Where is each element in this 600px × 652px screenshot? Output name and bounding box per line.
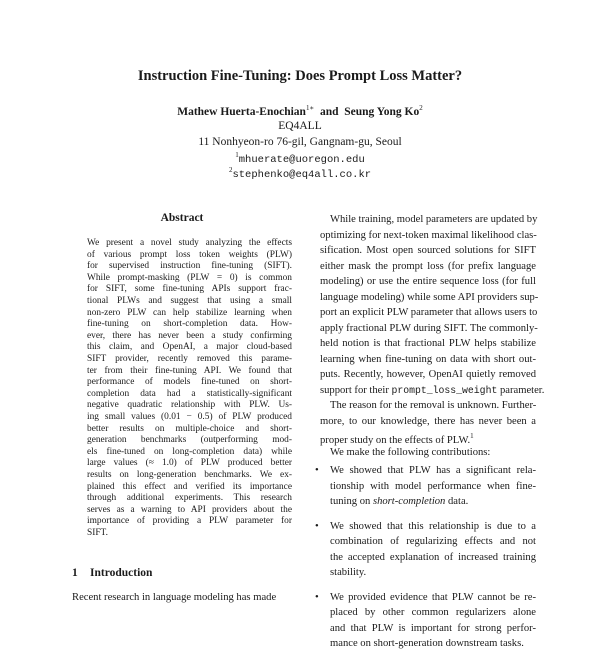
abstract-line: large values (≈ 1.0) of PLW produced better: [87, 458, 292, 469]
abstract-line: tional PLWs and suggest that using a small: [87, 296, 292, 306]
abstract-line: results on long-generation benchmarks. We ex-: [87, 470, 292, 480]
email-marker: 2: [228, 166, 233, 174]
abstract-line: for SIFT, some fine-tuning APIs support frac-: [87, 284, 292, 295]
abstract-line: generation benchmarks (outperforming mod-: [87, 435, 292, 446]
code-identifier: prompt_loss_weight: [391, 384, 498, 396]
paragraph-line: [320, 383, 545, 399]
section-number: 1: [72, 567, 78, 579]
abstract-line: for supervised instruction fine-tuning (SIFT).: [87, 261, 292, 272]
abstract-line: We present a novel study analyzing the effects: [87, 238, 292, 248]
abstract-line: SIFT.: [87, 528, 108, 538]
abstract-line: els fine-tuned on long-completion data) while: [87, 446, 292, 457]
abstract-line: of various prompt loss token weights (PLW): [87, 249, 292, 260]
address: 11 Nonhyeon-ro 76-gil, Gangnam-gu, Seoul: [198, 136, 402, 148]
section-title: Introduction: [90, 567, 153, 579]
paragraph-line: While training, model parameters are updated by: [330, 214, 538, 225]
paragraph-line: more, to our knowledge, there has never been a: [320, 415, 536, 427]
author-name: Mathew Huerta-Enochian: [177, 106, 306, 118]
text-run: support for their: [320, 384, 392, 396]
author-line: [0, 104, 600, 118]
paragraph-line: held notion is that fractional PLW helps stabilize: [320, 338, 536, 349]
bullet-marker: •: [315, 591, 319, 603]
abstract-line: ter from their fine-tuning API. We found that: [87, 365, 292, 376]
bullet-line: mance on short-generation downstream tasks.: [330, 638, 524, 649]
intro-first-line: Recent research in language modeling has made: [72, 592, 277, 603]
abstract-line: serves as a warning to API providers about the: [87, 504, 292, 515]
paragraph-line: We make the following contributions:: [330, 446, 491, 458]
text-run: tuning on: [330, 496, 373, 507]
abstract-line: completion data had a statistically-significant: [87, 388, 292, 399]
abstract-line: ing small values (0.01 − 0.5) of PLW produced: [87, 412, 292, 422]
paragraph-line: modeling) or use the entire sequence loss (for full: [320, 276, 536, 287]
paragraph-line: learning when fine-tuning on data with short out-: [320, 353, 536, 365]
section-heading: [72, 567, 152, 579]
email-address[interactable]: mhuerate@uoregon.edu: [238, 154, 365, 166]
organization: EQ4ALL: [278, 120, 322, 132]
bullet-line: tionship with model performance when fine-: [330, 480, 536, 492]
bullet-line: We showed that this relationship is due to a: [330, 520, 536, 532]
abstract-line: importance of providing a PLW parameter for: [87, 516, 292, 527]
abstract-line: negative quadratic relationship with PLW. Us-: [87, 400, 292, 411]
abstract-heading: Abstract: [160, 212, 204, 224]
text-run: data.: [445, 496, 469, 507]
abstract-line: performance of models fine-tuned on short-: [87, 377, 292, 388]
paragraph-line: either mask the prompt loss (for prefix language: [320, 260, 536, 272]
text-run: parameter.: [497, 384, 545, 396]
abstract-line: While prompt-masking (PLW = 0) is common: [87, 272, 292, 283]
paragraph-line: apply fractional PLW during SIFT. The commonly-: [320, 322, 538, 334]
email-address[interactable]: stephenko@eq4all.co.kr: [232, 169, 372, 181]
email-line: [0, 166, 600, 181]
paragraph-line: optimizing for next-token maximal likelihood clas-: [320, 229, 537, 241]
bullet-line: We provided evidence that PLW cannot be re-: [330, 591, 536, 603]
abstract-line: this claim, and OpenAI, a major cloud-based: [87, 342, 292, 353]
bullet-marker: •: [315, 465, 319, 476]
bullet-line: and that PLW is important for strong perfor-: [330, 622, 536, 634]
paragraph-line: sification. Most open sourced solutions for SIFT: [320, 245, 536, 256]
bullet-line: the accepted explanation of increased training: [330, 551, 536, 563]
author-conjunction: and: [319, 106, 339, 118]
text-run: proper study on the effects of PLW.: [320, 435, 471, 446]
bullet-line: placed by other common regularizers alone: [330, 607, 536, 618]
paragraph-line: language modeling) while some API providers sup-: [320, 291, 539, 303]
bullet-line: [330, 494, 536, 510]
email-line: [0, 151, 600, 166]
bullet-marker: •: [315, 520, 319, 532]
author-affil-marker: 1∗: [305, 104, 315, 112]
abstract-line: SIFT provider, recently removed this parame-: [87, 354, 292, 364]
paper-title: Instruction Fine-Tuning: Does Prompt Loss Matter?: [137, 68, 463, 84]
abstract-line: ever, there has never been a study confirming: [87, 330, 292, 341]
bullet-line: stability.: [330, 567, 367, 578]
email-marker: 1: [235, 151, 239, 159]
abstract-line: fine-tuning on short-completion data. How-: [87, 319, 292, 330]
footnote-marker: 1: [470, 432, 474, 440]
paragraph-line: puts. Recently, however, OpenAI quietly removed: [320, 369, 536, 380]
bullet-line: combination of regularizing effects and not: [330, 536, 536, 547]
abstract-line: better results on multiple-choice and short-: [87, 423, 292, 434]
abstract-line: plained this effect and verified its importance: [87, 481, 292, 492]
emphasis-text: short-completion: [372, 496, 446, 507]
abstract-line: non-zero PLW can help stabilize learning when: [87, 307, 292, 318]
author-affil-marker: 2: [419, 104, 423, 112]
author-name: Seung Yong Ko: [344, 106, 420, 118]
abstract-line: through additional experiments. This research: [87, 493, 292, 504]
paragraph-line: The reason for the removal is unknown. Further-: [330, 400, 537, 411]
bullet-line: We showed that PLW has a significant rela-: [330, 465, 536, 476]
paragraph-line: port an explicit PLW parameter that allows users to: [320, 307, 538, 318]
